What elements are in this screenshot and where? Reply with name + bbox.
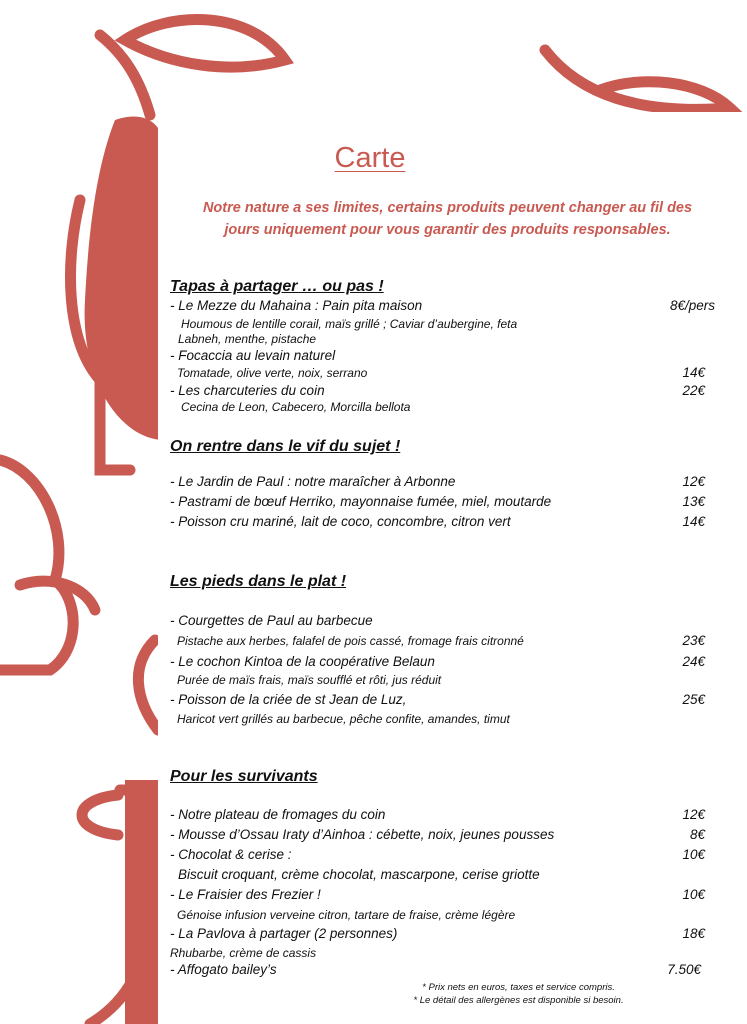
item-price: 25€ <box>682 692 705 707</box>
section-heading-desserts: Pour les survivants <box>170 768 318 785</box>
intro-line-1: Notre nature a ses limites, certains produits peuvent changer au fil des <box>202 200 693 216</box>
page-title: Carte <box>334 142 406 174</box>
menu-item: - La Pavlova à partager (2 personnes) <box>170 926 398 941</box>
menu-item: - Le Mezze du Mahaina : Pain pita maison <box>170 298 423 313</box>
menu-item: - Mousse d’Ossau Iraty d’Ainhoa : cébette, noix, jeunes pousses <box>170 827 555 842</box>
item-price: 12€ <box>682 474 705 489</box>
item-price: 10€ <box>682 847 705 862</box>
menu-item: - Courgettes de Paul au barbecue <box>170 613 373 628</box>
menu-item: - Le Jardin de Paul : notre maraîcher à Arbonne <box>170 474 456 489</box>
item-price: 23€ <box>682 633 705 648</box>
handle-icon <box>82 795 118 835</box>
menu-item: - Le Fraisier des Frezier ! <box>170 887 321 902</box>
menu-item: - Poisson cru mariné, lait de coco, concombre, citron vert <box>170 514 511 529</box>
item-description: Génoise infusion verveine citron, tartare de fraise, crème légère <box>177 908 516 922</box>
menu-item: - Le cochon Kintoa de la coopérative Belaun <box>170 654 435 669</box>
menu-item: - Chocolat & cerise : <box>170 847 292 862</box>
menu-item: - Affogato bailey’s <box>170 962 277 977</box>
item-price: 10€ <box>682 887 705 902</box>
carrot-outline-icon <box>138 640 158 730</box>
item-description: Tomatade, olive verte, noix, serrano <box>177 366 368 380</box>
menu-item: - Notre plateau de fromages du coin <box>170 807 386 822</box>
item-price: 8€ <box>689 827 705 842</box>
item-price: 22€ <box>682 383 705 398</box>
menu-item: - Poisson de la criée de st Jean de Luz, <box>170 692 407 707</box>
footer-note: * Le détail des allergènes est disponible si besoin. <box>413 995 624 1006</box>
item-price: 12€ <box>682 807 705 822</box>
item-description: Labneh, menthe, pistache <box>178 332 317 346</box>
leaf-icon <box>545 50 730 109</box>
item-description: Purée de maïs frais, maïs soufflé et rôti, jus réduit <box>177 673 442 687</box>
item-price: 13€ <box>682 494 705 509</box>
section-heading-pieds: Les pieds dans le plat ! <box>170 573 347 590</box>
item-description: Cecina de Leon, Cabecero, Morcilla bellota <box>181 400 411 414</box>
section-heading-plats: On rentre dans le vif du sujet ! <box>170 438 401 455</box>
item-price: 14€ <box>682 365 705 380</box>
footer-note: * Prix nets en euros, taxes et service compris. <box>422 982 615 993</box>
item-price: 18€ <box>682 926 705 941</box>
item-price: 14€ <box>682 514 705 529</box>
menu-item: - Pastrami de bœuf Herriko, mayonnaise fumée, miel, moutarde <box>170 494 552 509</box>
menu-item: - Focaccia au levain naturel <box>170 348 336 363</box>
item-price: 8€/pers <box>669 298 715 313</box>
leaf-icon <box>20 581 95 610</box>
leaf-icon <box>125 20 285 68</box>
tree-outline-icon <box>0 460 73 670</box>
item-description: Biscuit croquant, crème chocolat, mascarpone, cerise griotte <box>178 867 540 882</box>
item-description: Haricot vert grillés au barbecue, pêche confite, amandes, timut <box>177 712 510 726</box>
item-description: Houmous de lentille corail, maïs grillé ; Caviar d’aubergine, feta <box>181 317 518 331</box>
intro-line-2: jours uniquement pour vous garantir des produits responsables. <box>224 222 671 238</box>
menu-item: - Les charcuteries du coin <box>170 383 325 398</box>
item-description: Rhubarbe, crème de cassis <box>170 946 317 960</box>
item-price: 7.50€ <box>667 962 701 977</box>
item-price: 24€ <box>682 654 705 669</box>
item-description: Pistache aux herbes, falafel de pois cassé, fromage frais citronné <box>177 634 524 648</box>
section-heading-tapas: Tapas à partager … ou pas ! <box>170 278 384 295</box>
